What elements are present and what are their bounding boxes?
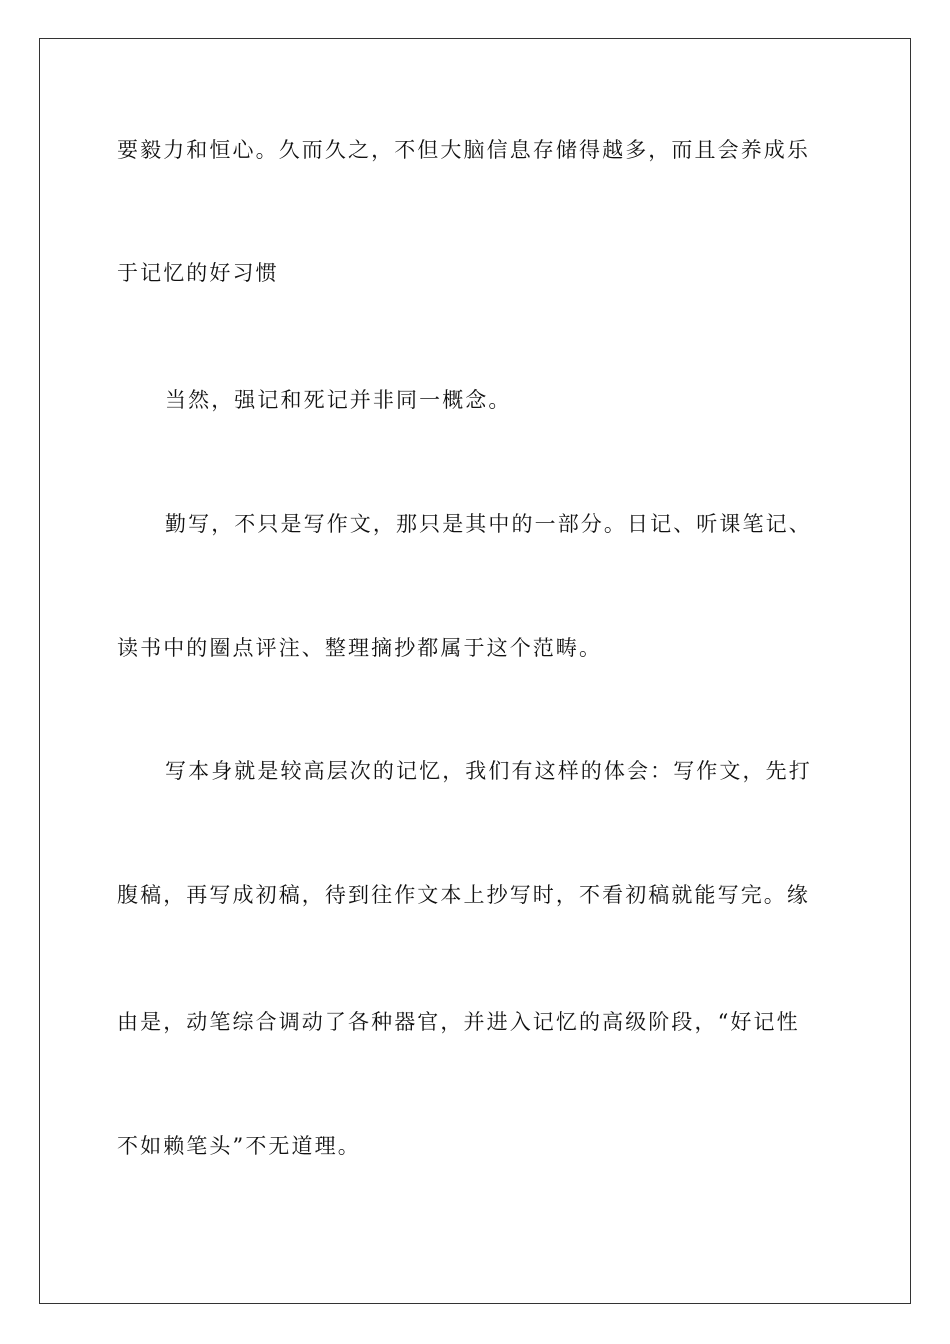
text-line-2: 于记忆的好习惯 [117, 261, 279, 285]
text-line-9: 不如赖笔头”不无道理。 [117, 1134, 361, 1158]
text-line-3: 当然，强记和死记并非同一概念。 [165, 388, 512, 412]
text-line-4: 勤写，不只是写作文，那只是其中的一部分。日记、听课笔记、 [165, 512, 812, 536]
text-line-7: 腹稿，再写成初稿，待到往作文本上抄写时，不看初稿就能写完。缘 [117, 883, 810, 907]
text-line-6: 写本身就是较高层次的记忆，我们有这样的体会：写作文，先打 [165, 759, 812, 783]
text-line-8: 由是，动笔综合调动了各种器官，并进入记忆的高级阶段，“好记性 [117, 1010, 800, 1034]
text-line-5: 读书中的圈点评注、整理摘抄都属于这个范畴。 [117, 636, 603, 660]
page-border [39, 38, 911, 1304]
text-line-1: 要毅力和恒心。久而久之，不但大脑信息存储得越多，而且会养成乐 [117, 138, 810, 162]
